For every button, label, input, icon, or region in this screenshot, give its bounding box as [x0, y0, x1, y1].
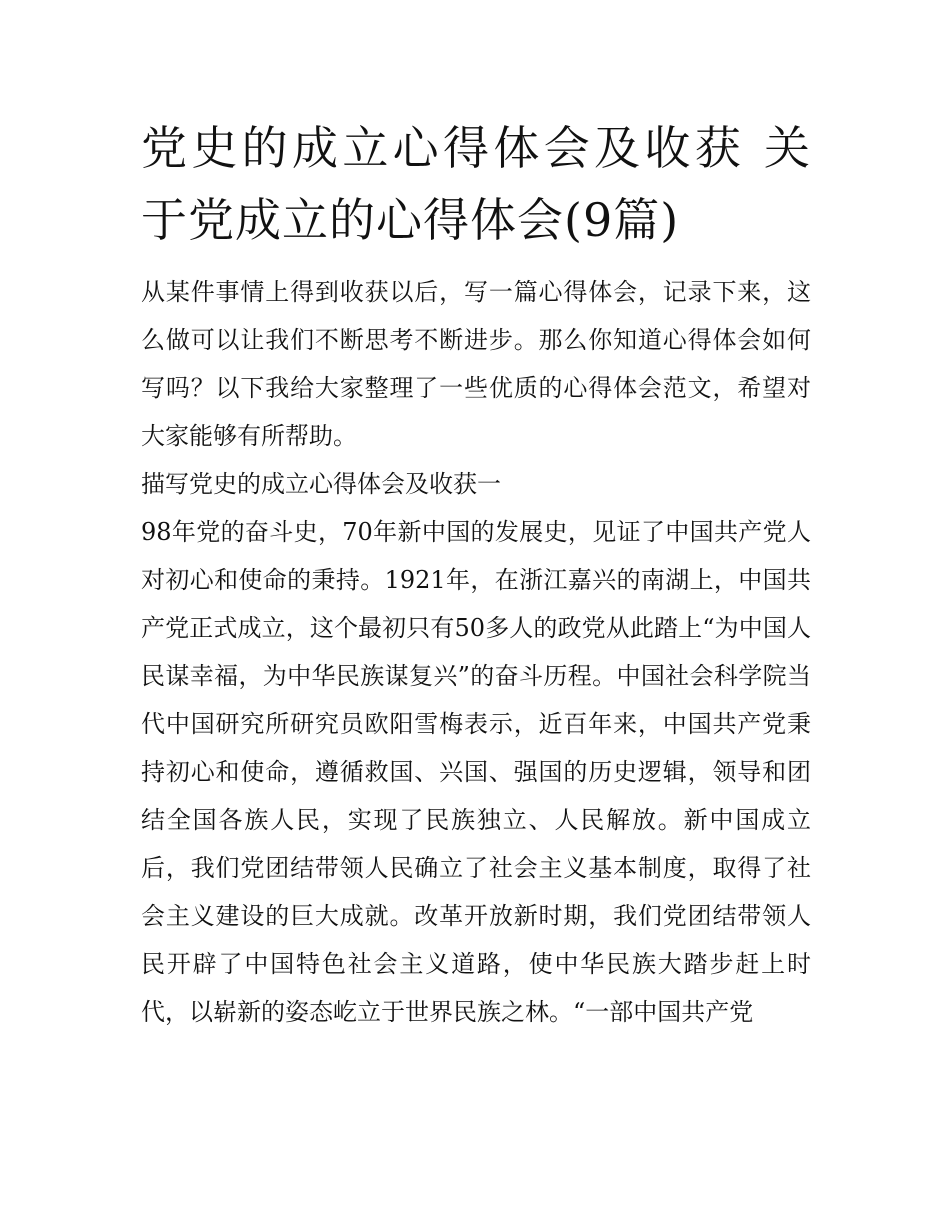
- body-paragraph: 98年党的奋斗史，70年新中国的发展史，见证了中国共产党人对初心和使命的秉持。1921年，在浙江嘉兴的南湖上，中国共产党正式成立，这个最初只有50多人的政党从此踏上“为中国人民谋幸福，为中华民族谋复兴”的奋斗历程。中国社会科学院当代中国研究所研究员欧阳雪梅表示，近百年来，中国共产党秉持初心和使命，遵循救国、兴国、强国的历史逻辑，领导和团结全国各族人民，实现了民族独立、人民解放。新中国成立后，我们党团结带领人民确立了社会主义基本制度，取得了社会主义建设的巨大成就。改革开放新时期，我们党团结带领人民开辟了中国特色社会主义道路，使中华民族大踏步赶上时代，以崭新的姿态屹立于世界民族之林。“一部中国共产党: [141, 518, 811, 1026]
- section-heading: 描写党史的成立心得体会及收获一: [141, 470, 501, 498]
- intro-paragraph: 从某件事情上得到收获以后，写一篇心得体会，记录下来，这么做可以让我们不断思考不断进步。那么你知道心得体会如何写吗？以下我给大家整理了一些优质的心得体会范文，希望对大家能够有所帮助。: [141, 278, 811, 450]
- document-title: 党史的成立心得体会及收获 关于党成立的心得体会(9篇): [141, 121, 811, 247]
- document-content: [141, 112, 811, 1036]
